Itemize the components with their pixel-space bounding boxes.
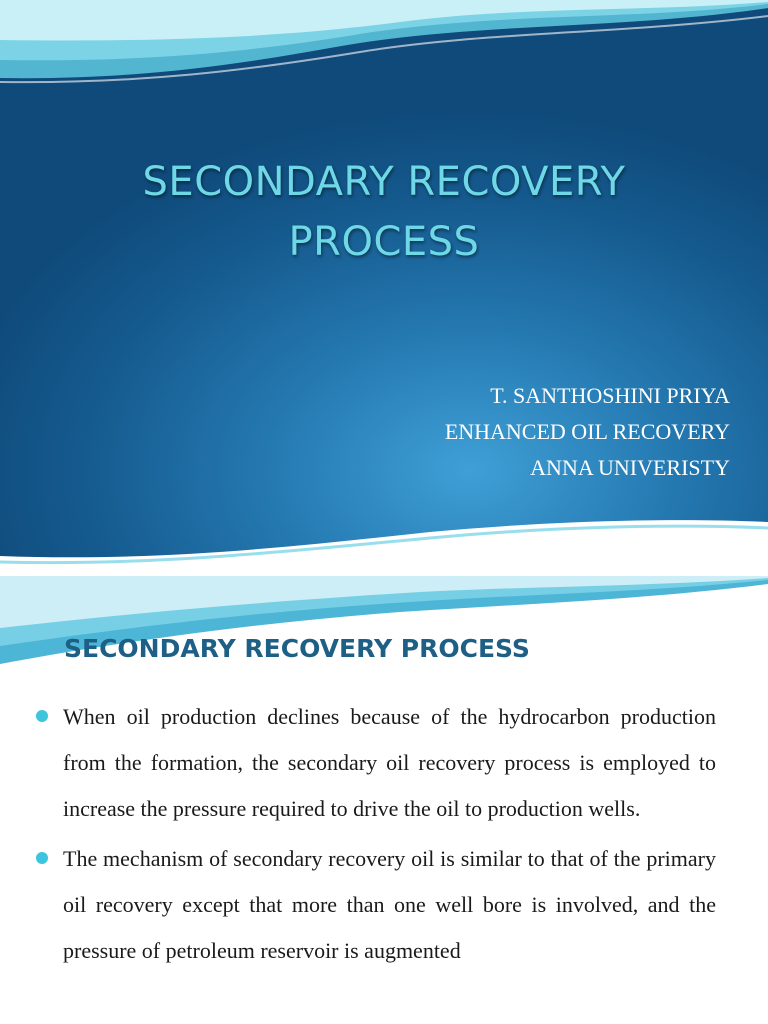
institution-name: ANNA UNIVERISTY <box>530 455 730 480</box>
bullet-dot-icon <box>36 852 48 864</box>
presentation-title <box>60 152 708 272</box>
content-slide <box>0 576 768 1024</box>
subject-name: ENHANCED OIL RECOVERY <box>444 419 730 444</box>
bullet-item <box>36 836 716 974</box>
bottom-wave-decoration <box>0 516 768 576</box>
bullet-text: When oil production declines because of the hydrocarbon production from the formation, the secondary oil recovery process is employed to increase the pressure required to drive the oil to production wells. <box>63 704 716 821</box>
bullet-item <box>36 694 716 832</box>
content-slide-title: SECONDARY RECOVERY PROCESS <box>64 634 530 663</box>
bullet-dot-icon <box>36 710 48 722</box>
title-line-1: SECONDARY RECOVERY <box>142 159 626 205</box>
title-line-2: PROCESS <box>288 219 480 265</box>
bullet-list <box>36 694 716 978</box>
bullet-text: The mechanism of secondary recovery oil is similar to that of the primary oil recovery except that more than one well bore is involved, and the pressure of petroleum reservoir is augmented <box>63 846 716 963</box>
subtitle-block <box>445 378 730 486</box>
top-wave-decoration <box>0 0 768 110</box>
author-name: T. SANTHOSHINI PRIYA <box>490 383 730 408</box>
